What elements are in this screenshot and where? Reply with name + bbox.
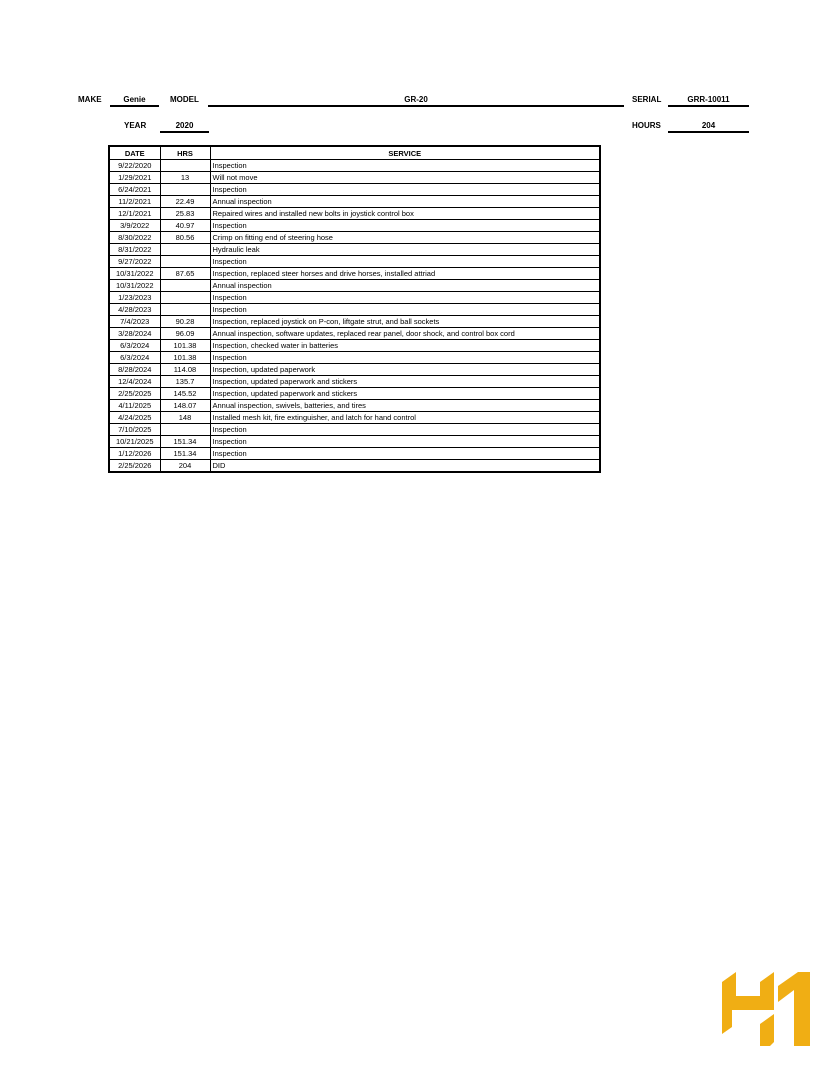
table-row [109,328,600,340]
cell-date: 6/3/2024 [109,340,160,352]
hours-label: HOURS [632,121,661,130]
cell-service: Installed mesh kit, fire extinguisher, and latch for hand control [210,412,600,424]
cell-hrs [160,160,210,172]
table-row [109,232,600,244]
table-row [109,244,600,256]
cell-hrs: 13 [160,172,210,184]
cell-date: 8/30/2022 [109,232,160,244]
year-label: YEAR [124,121,147,130]
cell-hrs: 148 [160,412,210,424]
make-label: MAKE [78,95,102,104]
cell-service: Inspection, updated paperwork and stickers [210,376,600,388]
column-header-service: SERVICE [210,146,600,160]
cell-date: 9/27/2022 [109,256,160,268]
table-row [109,208,600,220]
cell-hrs: 145.52 [160,388,210,400]
cell-date: 1/12/2026 [109,448,160,460]
cell-hrs [160,304,210,316]
cell-date: 4/24/2025 [109,412,160,424]
year-value: 2020 [175,121,194,130]
model-label: MODEL [170,95,199,104]
table-row [109,256,600,268]
cell-hrs: 101.38 [160,340,210,352]
cell-service: Inspection, updated paperwork [210,364,600,376]
cell-hrs: 80.56 [160,232,210,244]
cell-hrs: 22.49 [160,196,210,208]
hours-underline [668,131,749,133]
cell-hrs: 96.09 [160,328,210,340]
cell-hrs: 148.07 [160,400,210,412]
cell-date: 4/28/2023 [109,304,160,316]
cell-hrs: 90.28 [160,316,210,328]
cell-date: 12/1/2021 [109,208,160,220]
cell-hrs [160,280,210,292]
cell-service: Inspection [210,304,600,316]
table-row [109,436,600,448]
model-value: GR-20 [404,95,428,104]
cell-service: Inspection [210,448,600,460]
cell-date: 4/11/2025 [109,400,160,412]
table-header-row [109,146,600,160]
table-row [109,352,600,364]
cell-service: Inspection [210,256,600,268]
table-row [109,280,600,292]
cell-service: Annual inspection, swivels, batteries, and tires [210,400,600,412]
serial-underline [668,105,749,107]
cell-service: Inspection, replaced joystick on P-con, liftgate strut, and ball sockets [210,316,600,328]
table-row [109,448,600,460]
cell-service: Inspection [210,436,600,448]
table-row [109,460,600,473]
serial-value: GRR-10011 [687,95,730,104]
cell-service: Inspection, checked water in batteries [210,340,600,352]
cell-hrs [160,424,210,436]
cell-date: 2/25/2025 [109,388,160,400]
cell-hrs: 40.97 [160,220,210,232]
table-row [109,376,600,388]
cell-service: Inspection [210,424,600,436]
cell-date: 3/28/2024 [109,328,160,340]
cell-service: Annual inspection [210,280,600,292]
cell-hrs: 151.34 [160,436,210,448]
cell-date: 10/31/2022 [109,268,160,280]
table-row [109,316,600,328]
table-row [109,424,600,436]
cell-date: 10/21/2025 [109,436,160,448]
cell-date: 9/22/2020 [109,160,160,172]
table-row [109,340,600,352]
cell-date: 7/4/2023 [109,316,160,328]
cell-service: Inspection [210,220,600,232]
make-value: Genie [123,95,146,104]
model-underline [208,105,624,107]
cell-hrs: 101.38 [160,352,210,364]
cell-service: Repaired wires and installed new bolts in joystick control box [210,208,600,220]
table-row [109,220,600,232]
cell-date: 11/2/2021 [109,196,160,208]
cell-service: Inspection [210,184,600,196]
cell-hrs: 204 [160,460,210,473]
column-header-hrs: HRS [160,146,210,160]
table-row [109,412,600,424]
year-underline [160,131,209,133]
table-row [109,184,600,196]
table-body [109,160,600,473]
cell-hrs: 25.83 [160,208,210,220]
make-underline [110,105,159,107]
cell-date: 1/23/2023 [109,292,160,304]
cell-date: 1/29/2021 [109,172,160,184]
cell-service: Inspection [210,292,600,304]
column-header-date: DATE [109,146,160,160]
service-log-table [108,145,601,473]
table-row [109,196,600,208]
cell-service: Inspection [210,352,600,364]
cell-service: Crimp on fitting end of steering hose [210,232,600,244]
company-logo-icon [722,972,810,1046]
cell-hrs [160,244,210,256]
table-row [109,172,600,184]
cell-hrs: 135.7 [160,376,210,388]
cell-hrs [160,256,210,268]
table-row [109,304,600,316]
cell-date: 7/10/2025 [109,424,160,436]
table-row [109,292,600,304]
cell-hrs: 87.65 [160,268,210,280]
table-row [109,364,600,376]
cell-service: Annual inspection [210,196,600,208]
cell-hrs: 151.34 [160,448,210,460]
cell-hrs [160,184,210,196]
cell-date: 3/9/2022 [109,220,160,232]
cell-date: 2/25/2026 [109,460,160,473]
cell-service: Inspection, updated paperwork and stickers [210,388,600,400]
table-row [109,400,600,412]
table-row [109,160,600,172]
hours-value: 204 [701,121,716,130]
cell-hrs [160,292,210,304]
cell-date: 12/4/2024 [109,376,160,388]
cell-date: 6/3/2024 [109,352,160,364]
table-row [109,388,600,400]
cell-date: 8/28/2024 [109,364,160,376]
cell-date: 8/31/2022 [109,244,160,256]
cell-hrs: 114.08 [160,364,210,376]
cell-service: Inspection, replaced steer horses and drive horses, installed attriad [210,268,600,280]
cell-service: Annual inspection, software updates, replaced rear panel, door shock, and control box cord [210,328,600,340]
cell-service: Will not move [210,172,600,184]
serial-label: SERIAL [632,95,662,104]
table-row [109,268,600,280]
cell-service: Hydraulic leak [210,244,600,256]
cell-service: Inspection [210,160,600,172]
cell-date: 6/24/2021 [109,184,160,196]
cell-service: DID [210,460,600,473]
cell-date: 10/31/2022 [109,280,160,292]
